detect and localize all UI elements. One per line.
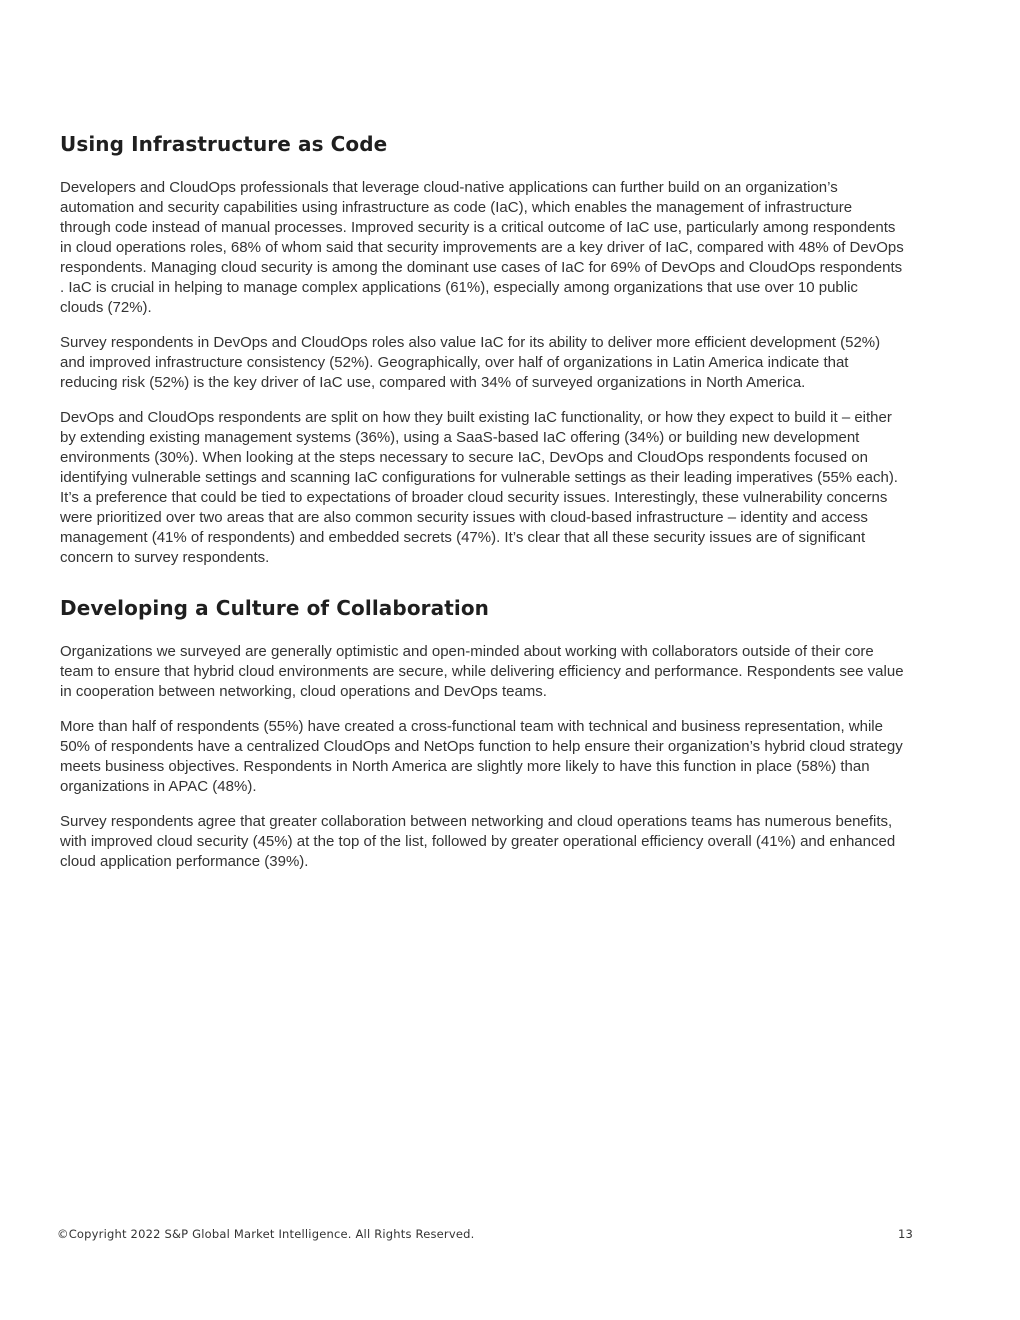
paragraph: Survey respondents in DevOps and CloudOps roles also value IaC for its ability to deliver more efficient development (52%) and improved infrastructure consistency (52%). Geographically, over half of organizations in Latin America indicate that reducing risk (52%) is the key driver of IaC use, compared with 34% of surveyed organizations in North America. <box>60 334 881 391</box>
section-body-collaboration <box>60 642 905 872</box>
page-footer <box>57 1227 917 1241</box>
document-body <box>60 130 905 872</box>
paragraph: DevOps and CloudOps respondents are split on how they built existing IaC functionality, or how they expect to build it – either by extending existing management systems (36%), using a SaaS-based IaC offering (34%) or building new development environments (30%). When looking at the steps necessary to secure IaC, DevOps and CloudOps respondents focused on identifying vulnerable settings and scanning IaC configurations for vulnerable settings as their leading imperatives (55% each). It’s a preference that could be tied to expectations of broader cloud security issues. Interestingly, these vulnerability concerns were prioritized over two areas that are also common security issues with cloud-based infrastructure – identity and access management (41% of respondents) and embedded secrets (47%). It’s clear that all these security issues are of significant concern to survey respondents. <box>60 409 898 566</box>
paragraph: Developers and CloudOps professionals that leverage cloud-native applications can further build on an organization’s automation and security capabilities using infrastructure as code (IaC), which enables the management of infrastructure through code instead of manual processes. Improved security is a critical outcome of IaC use, particularly among respondents in cloud operations roles, 68% of whom said that security improvements are a key driver of IaC, compared with 48% of DevOps respondents. Managing cloud security is among the dominant use cases of IaC for 69% of DevOps and CloudOps respondents . IaC is crucial in helping to manage complex applications (61%), especially among organizations that use over 10 public clouds (72%). <box>60 179 904 316</box>
paragraph: Organizations we surveyed are generally optimistic and open-minded about working with collaborators outside of their core team to ensure that hybrid cloud environments are secure, while delivering efficiency and performance. Respondents see value in cooperation between networking, cloud operations and DevOps teams. <box>60 643 904 700</box>
copyright-notice: ©Copyright 2022 S&P Global Market Intelligence. All Rights Reserved. <box>57 1227 475 1241</box>
page-number: 13 <box>897 1227 913 1241</box>
paragraph: Survey respondents agree that greater collaboration between networking and cloud operations teams has numerous benefits, with improved cloud security (45%) at the top of the list, followed by greater operational efficiency overall (41%) and enhanced cloud application performance (39%). <box>60 813 896 870</box>
section-heading-collaboration: Developing a Culture of Collaboration <box>60 596 490 620</box>
paragraph: More than half of respondents (55%) have created a cross-functional team with technical and business representation, while 50% of respondents have a centralized CloudOps and NetOps function to help ensure their organization’s hybrid cloud strategy meets business objectives. Respondents in North America are slightly more likely to have this function in place (58%) than organizations in APAC (48%). <box>60 718 903 795</box>
section-body-iac <box>60 178 905 568</box>
section-heading-iac: Using Infrastructure as Code <box>60 132 388 156</box>
